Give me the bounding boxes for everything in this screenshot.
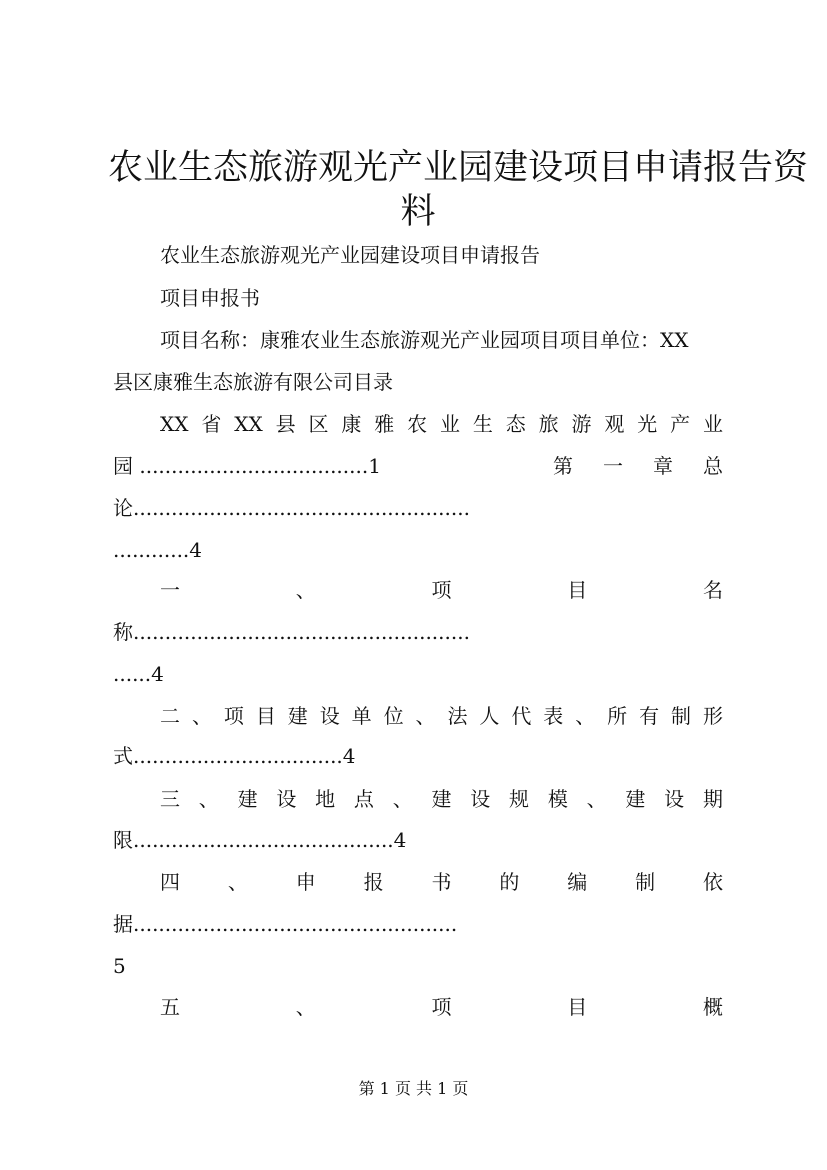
toc-char: 人 <box>479 704 500 728</box>
toc-char: 第 <box>553 454 573 478</box>
toc-char: 位 <box>383 704 404 728</box>
toc-char: 申 <box>295 870 316 894</box>
toc-entry-6-line1 <box>160 868 723 896</box>
toc-char: 代 <box>511 704 532 728</box>
toc-char: 目 <box>567 995 588 1019</box>
toc-char: 、 <box>191 704 212 728</box>
toc-char: XX <box>234 412 263 436</box>
toc-char: 概 <box>703 995 723 1019</box>
toc-char: XX <box>160 412 189 436</box>
toc-char: 生 <box>472 412 493 436</box>
toc-char: 、 <box>198 787 219 811</box>
toc-char: 总 <box>703 454 723 478</box>
subtitle: 农业生态旅游观光产业园建设项目申请报告 <box>160 243 540 267</box>
toc-entry-2-line2: ............4 <box>113 538 203 562</box>
toc-char: 单 <box>351 704 372 728</box>
toc-char: 规 <box>509 787 530 811</box>
toc-char: 省 <box>201 412 222 436</box>
toc-char: 依 <box>703 870 723 894</box>
toc-entry-5-line2: 限.........................................4 <box>113 828 407 852</box>
toc-char: 制 <box>635 870 656 894</box>
toc-char: 产 <box>670 412 691 436</box>
toc-char: 区 <box>308 412 329 436</box>
toc-char: 所 <box>607 704 628 728</box>
toc-char: 名 <box>703 578 723 602</box>
toc-char: 目 <box>255 704 276 728</box>
toc-entry-2-line1: 论..................................................... <box>113 496 470 520</box>
toc-char: 点 <box>353 787 374 811</box>
toc-char: 形 <box>702 704 723 728</box>
toc-char: 书 <box>431 870 452 894</box>
toc-char: 设 <box>319 704 340 728</box>
toc-char: 制 <box>671 704 691 728</box>
toc-char: 项 <box>431 995 452 1019</box>
toc-char: 旅 <box>538 412 559 436</box>
toc-char: 康 <box>341 412 362 436</box>
page-footer: 第 1 页 共 1 页 <box>358 1079 469 1098</box>
toc-entry-1-leader: 园 ....................................1 <box>113 454 381 478</box>
toc-entry-6-line3: 5 <box>113 954 126 978</box>
toc-char: 、 <box>227 870 248 894</box>
toc-char: 建 <box>431 787 452 811</box>
toc-char: 、 <box>295 995 316 1019</box>
toc-char: 期 <box>702 787 723 811</box>
toc-char: 、 <box>575 704 596 728</box>
toc-entry-5-line1 <box>160 785 723 813</box>
toc-char: 观 <box>604 412 625 436</box>
toc-char: 五 <box>160 995 180 1019</box>
toc-entry-3-line2: 称..................................................... <box>113 620 470 644</box>
toc-entry-4-line1 <box>160 702 723 730</box>
toc-char: 游 <box>571 412 592 436</box>
toc-char: 编 <box>567 870 588 894</box>
toc-char: 有 <box>639 704 660 728</box>
toc-char: 、 <box>392 787 413 811</box>
toc-char: 目 <box>567 578 588 602</box>
toc-char: 的 <box>499 870 520 894</box>
toc-char: 态 <box>505 412 526 436</box>
toc-char: 建 <box>287 704 308 728</box>
toc-char: 一 <box>160 578 180 602</box>
project-info-line2: 县区康雅生态旅游有限公司目录 <box>113 370 393 394</box>
toc-entry-3-line1 <box>160 576 723 604</box>
toc-entry-4-line2: 式.................................4 <box>113 744 356 768</box>
toc-char: 四 <box>160 870 180 894</box>
toc-char: 农 <box>407 412 428 436</box>
document-title-line2: 料 <box>400 192 436 232</box>
toc-entry-7-line1 <box>160 993 723 1021</box>
toc-char: 、 <box>586 787 607 811</box>
toc-char: 项 <box>223 704 244 728</box>
toc-char: 设 <box>664 787 685 811</box>
toc-entry-1-line2 <box>113 452 723 480</box>
toc-char: 表 <box>543 704 564 728</box>
toc-char: 二 <box>160 704 180 728</box>
toc-entry-6-line2: 据................................................... <box>113 912 458 936</box>
section-heading: 项目申报书 <box>160 286 260 310</box>
toc-char: 项 <box>431 578 452 602</box>
toc-char: 光 <box>637 412 658 436</box>
toc-entry-1-line1 <box>160 410 723 438</box>
toc-char: 业 <box>439 412 460 436</box>
toc-char: 设 <box>470 787 491 811</box>
toc-char: 县 <box>275 412 296 436</box>
toc-char: 一 <box>603 454 623 478</box>
document-title-line1: 农业生态旅游观光产业园建设项目申请报告资 <box>108 148 809 188</box>
toc-entry-3-line3: ......4 <box>113 662 164 686</box>
toc-char: 设 <box>276 787 297 811</box>
toc-char: 建 <box>237 787 258 811</box>
toc-entry-1-tail <box>553 452 723 480</box>
toc-char: 、 <box>295 578 316 602</box>
toc-char: 报 <box>363 870 384 894</box>
toc-char: 法 <box>447 704 468 728</box>
toc-char: 建 <box>625 787 646 811</box>
toc-char: 雅 <box>374 412 395 436</box>
toc-char: 、 <box>415 704 436 728</box>
toc-char: 地 <box>315 787 336 811</box>
project-info-line1: 项目名称：康雅农业生态旅游观光产业园项目项目单位：XX <box>160 328 689 352</box>
toc-char: 模 <box>547 787 568 811</box>
toc-char: 业 <box>702 412 723 436</box>
toc-char: 章 <box>653 454 673 478</box>
toc-char: 三 <box>160 787 180 811</box>
